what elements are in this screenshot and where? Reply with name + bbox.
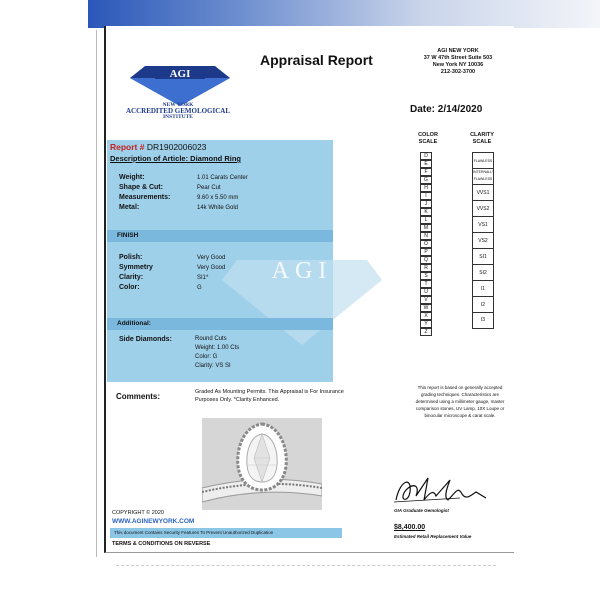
color-scale-header: COLOR SCALE: [418, 132, 438, 145]
comments-text: Graded As Mounting Permits. This Appraisal is For Insurance Purposes Only. *Clarity Enhanced.: [195, 389, 344, 403]
measurements-label: Measurements:: [119, 194, 171, 201]
signature: [390, 470, 500, 508]
grading-scales: [410, 132, 510, 387]
shape-label: Shape & Cut:: [119, 184, 163, 191]
measurements-value: 9.60 x 5.50 mm: [197, 195, 239, 201]
price-caption: Estimated Retail Replacement Value: [394, 534, 472, 539]
address-block: AGI NEW YORK 37 W 47th Street Suite 503 New York NY 10036 212-302-3700: [423, 48, 493, 75]
scan-artifact: [116, 565, 496, 575]
color-scale: D E F G H I J K L M N O P Q R S T U V W X Y Z: [420, 152, 432, 336]
signer-title: GIA Graduate Gemologist: [394, 508, 449, 513]
page-edge: [96, 30, 104, 557]
side-value-2: Weight: 1.00 Cts: [195, 345, 240, 351]
symmetry-value: Very Good: [197, 265, 226, 271]
logo-caption: NEW YORK ACCREDITED GEMOLOGICAL INSTITUTE: [125, 102, 231, 120]
svg-text:AGI: AGI: [271, 258, 333, 284]
clarity-scale-header: CLARITY SCALE: [470, 132, 494, 145]
website-link[interactable]: WWW.AGINEWYORK.COM: [112, 518, 195, 525]
top-color-band: [88, 0, 600, 28]
color-value: G: [197, 285, 202, 291]
side-value-4: Clarity: VS SI: [195, 363, 231, 369]
side-diamonds-label: Side Diamonds:: [119, 336, 172, 343]
page-title: Appraisal Report: [260, 52, 373, 68]
symmetry-label: Symmetry: [119, 264, 153, 271]
copyright: COPYRIGHT © 2020: [112, 510, 164, 516]
ring-photo: [202, 418, 322, 510]
grading-note: This report is based on generally accepted grading techniques. Characteristics are determined using a millimeter gauge, master comparison stones, UV Lamp, 10X Loupe or binocular microscope & carat scale.: [415, 385, 505, 418]
metal-label: Metal:: [119, 204, 140, 211]
article-description: Description of Article: Diamond Ring: [110, 154, 241, 163]
logo-text: AGI: [169, 68, 191, 80]
side-value-3: Color: G: [195, 354, 218, 360]
weight-label: Weight:: [119, 174, 145, 181]
weight-value: 1.01 Carats Center: [197, 175, 248, 181]
terms-notice: TERMS & CONDITIONS ON REVERSE: [112, 541, 211, 547]
clarity-scale: FLAWLESS INTERNALLY FLAWLESS VVS1 VVS2 VS1 VS2 SI1 SI2 I1 I2 I3: [472, 152, 494, 329]
appraised-price: $8,400.00: [394, 524, 426, 531]
clarity-label: Clarity:: [119, 274, 144, 281]
details-panel: [107, 140, 333, 382]
watermark-diamond: [217, 240, 387, 350]
polish-value: Very Good: [197, 255, 226, 261]
security-notice: This document Contains Security Features To Prevent Unauthorized Duplication: [110, 528, 342, 538]
report-date: Date: 2/14/2020: [410, 104, 483, 115]
metal-value: 14k White Gold: [197, 205, 239, 211]
side-value-1: Round Cuts: [195, 336, 227, 342]
report-number: Report # DR1902006023: [110, 142, 207, 152]
polish-label: Polish:: [119, 254, 143, 261]
clarity-value: SI1*: [197, 275, 209, 281]
additional-header: Additional:: [107, 318, 333, 330]
color-label: Color:: [119, 284, 140, 291]
comments-label: Comments:: [116, 392, 161, 401]
finish-header: FINISH: [107, 230, 333, 242]
shape-value: Pear Cut: [197, 185, 221, 191]
